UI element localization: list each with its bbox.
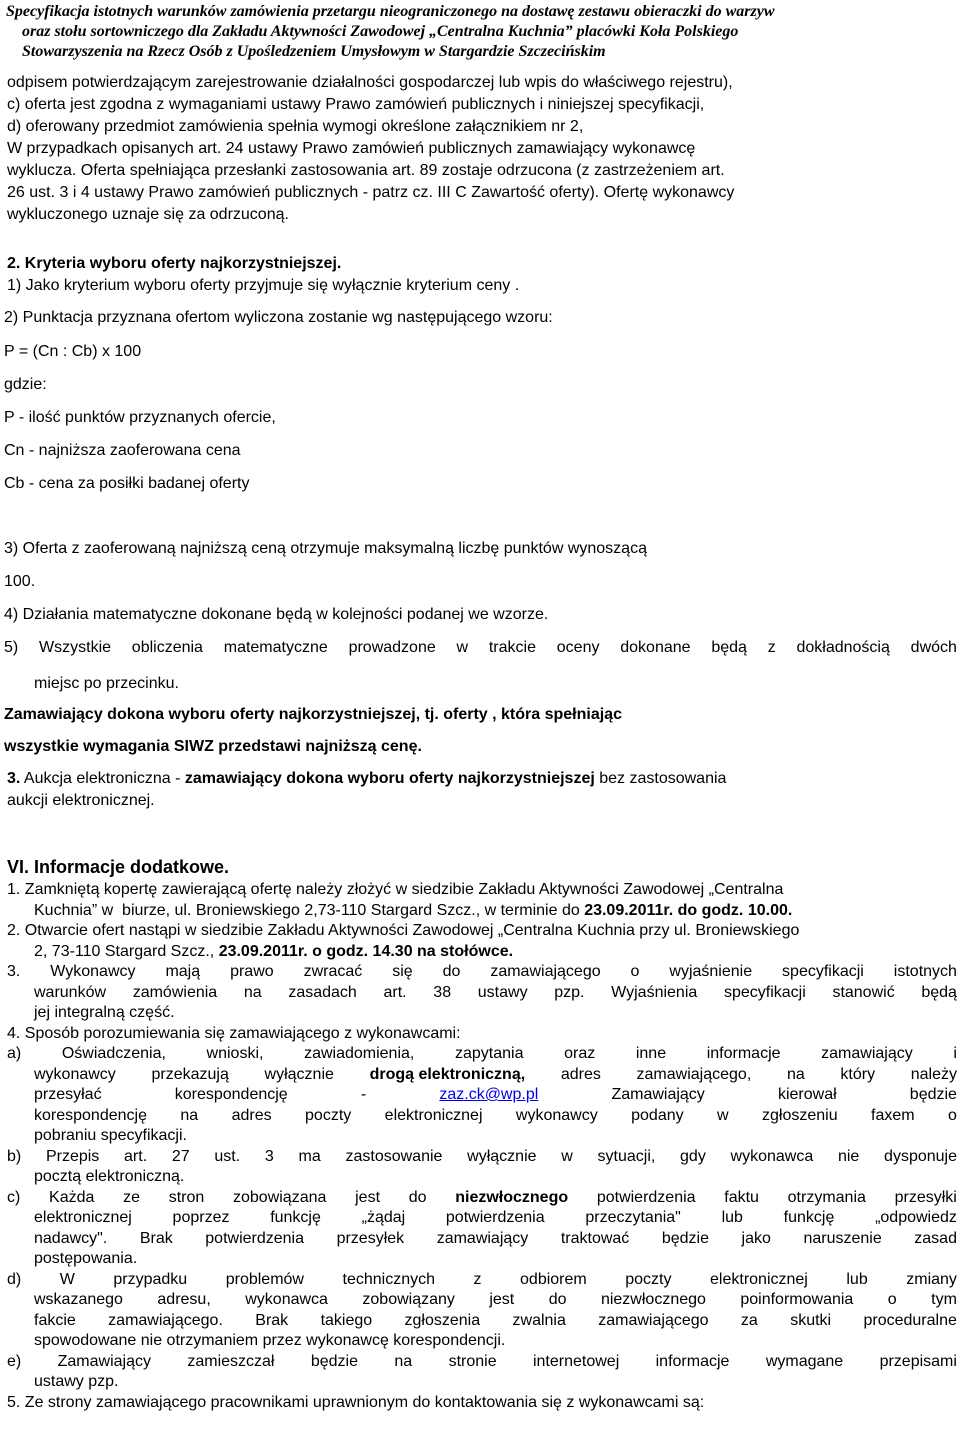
word: potwierdzenia [205, 1229, 305, 1247]
word: potwierdzenia [596, 1188, 696, 1206]
word: fakcie [34, 1311, 76, 1329]
word: niezwłocznego [600, 1291, 706, 1308]
word: c) [7, 1188, 21, 1206]
word: poczty [305, 1106, 352, 1124]
word: o [887, 1291, 897, 1308]
word: istotnych [893, 963, 957, 980]
info-item-1: 1. Zamkniętą kopertę zawierającą ofertę należy złożyć w siedzibie Zakładu Aktywności Zawodowej „Centralna [7, 881, 784, 898]
definition-cb: Cb - cena za posiłki badanej oferty [4, 475, 250, 492]
word: na [243, 983, 262, 1001]
word: traktować [560, 1229, 630, 1247]
text-line-justified [7, 1352, 957, 1373]
word: stron [168, 1188, 205, 1206]
info-item-4: 4. Sposób porozumiewania się zamawiającego z wykonawcami: [7, 1024, 461, 1042]
word: takiego [320, 1311, 373, 1329]
word: dokonane [620, 639, 691, 656]
criteria-item-5 [4, 637, 957, 659]
word: zobowiązany [362, 1291, 455, 1308]
word: matematyczne [223, 639, 328, 656]
info-item-3 [7, 962, 957, 1003]
word: informacje [706, 1045, 781, 1062]
word: ze [123, 1188, 141, 1206]
text-line: odpisem potwierdzającym zarejestrowanie działalności gospodarczej lub wpis do właściwego rejestru), [7, 74, 733, 91]
word: Zamawiający [611, 1086, 705, 1103]
word: poinformowania [740, 1291, 854, 1308]
word: naruszenie [803, 1229, 882, 1247]
word: zgłoszeniu [762, 1106, 838, 1124]
text-line-justified [7, 1229, 957, 1250]
word: dokładnością [796, 639, 890, 656]
word: zwalnia [512, 1311, 566, 1329]
word: zawiadomienia, [304, 1045, 415, 1062]
text-line-justified [7, 1270, 957, 1291]
info-item-1-text: Kuchnia” w biurze, ul. Broniewskiego 2,73-110 Stargard Szcz., w terminie do [34, 901, 585, 919]
word: będzie [310, 1352, 359, 1370]
word: skutki [790, 1311, 832, 1329]
word: zobowiązana [233, 1188, 327, 1206]
word: zamawiającego, [636, 1065, 752, 1083]
info-item-4c-cont: postępowania. [34, 1250, 138, 1267]
word: Każda [49, 1188, 95, 1206]
word: elektronicznej [34, 1209, 132, 1226]
header-line-1: Specyfikacja istotnych warunków zamówienia przetargu nieograniczonego na dostawę zestawu obieraczki do warzyw [6, 3, 775, 20]
deadline-date: 23.09.2011r. do godz. 10.00. [584, 901, 793, 919]
word: d) [7, 1270, 22, 1288]
word: „odpowiedz [875, 1209, 957, 1226]
word: będą [711, 639, 747, 656]
criteria-item-3: 3) Oferta z zaoferowaną najniższą ceną otrzymuje maksymalną liczbę punktów wynoszącą [4, 540, 647, 557]
word: problemów [225, 1270, 304, 1288]
word: Brak [139, 1229, 173, 1247]
text-line: wyklucza. Oferta spełniająca przesłanki zastosowania art. 89 zostaje odrzucona (z zastrzeżeniem art. [7, 162, 725, 179]
word: - [360, 1086, 367, 1103]
bold-phrase: niezwłocznego [455, 1188, 569, 1206]
word: wyjaśnienie [669, 963, 753, 980]
word: zmiany [906, 1270, 957, 1288]
word: 3. [7, 963, 21, 980]
word: przesyłek [336, 1229, 405, 1247]
word: otrzymania [787, 1188, 866, 1206]
word: „żądaj [361, 1209, 406, 1226]
auction-number: 3. [7, 770, 21, 787]
word: zamawiającego. [108, 1311, 223, 1329]
word: należy [910, 1065, 957, 1083]
auction-section [7, 768, 726, 812]
info-item-1-cont [7, 901, 957, 922]
info-item-4a-cont: pobraniu specyfikacji. [34, 1127, 187, 1144]
word: faxem [871, 1106, 915, 1124]
word: nadawcy". [34, 1229, 108, 1247]
word: zamieszczał [187, 1352, 275, 1370]
word: 38 [433, 983, 452, 1001]
criteria-item-3-cont: 100. [4, 573, 36, 590]
word: zamawiający [821, 1045, 913, 1062]
word: zamawiający [436, 1229, 529, 1247]
text-line-justified [7, 983, 957, 1004]
auction-bold: zamawiający dokona wyboru oferty najkorzystniejszej [184, 770, 595, 787]
word: zamawiającego [598, 1311, 709, 1329]
word: będzie [909, 1086, 957, 1103]
word: ustawy [477, 983, 528, 1001]
formula-where: gdzie: [4, 376, 47, 393]
bold-phrase: drogą elektroniczną, [369, 1065, 526, 1083]
word: o [630, 963, 640, 980]
word: podany [631, 1106, 684, 1124]
info-item-4b [7, 1147, 957, 1168]
word: oraz [564, 1045, 596, 1062]
word: tym [931, 1291, 957, 1308]
word: wykonawcy [34, 1065, 116, 1083]
info-item-4e-cont: ustawy pzp. [34, 1373, 119, 1390]
info-item-4d [7, 1270, 957, 1332]
criteria-item-5-cont: miejsc po przecinku. [34, 675, 179, 692]
criteria-item-2: 2) Punktacja przyznana ofertom wyliczona zostanie wg następującego wzoru: [4, 309, 553, 326]
word: zasad [914, 1229, 957, 1247]
word: trakcie [488, 639, 536, 656]
text-line-justified [7, 962, 957, 983]
text-line-justified [7, 1188, 957, 1209]
text-line: 26 ust. 3 i 4 ustawy Prawo zamówień publicznych - patrz cz. III C Zawartość oferty). Ofertę wykonawcy [7, 184, 735, 201]
word: b) [7, 1147, 22, 1165]
word: sytuacji, [597, 1147, 656, 1165]
word: zastosowanie [345, 1147, 443, 1165]
criteria-item-1: 1) Jako kryterium wyboru oferty przyjmuje się wyłącznie kryterium ceny . [7, 277, 520, 294]
word: art. [383, 983, 407, 1001]
word: i [953, 1045, 957, 1062]
word: przeczytania" [585, 1209, 681, 1226]
text-line-justified [7, 1085, 957, 1106]
criteria-heading: 2. Kryteria wyboru oferty najkorzystniejszej. [7, 255, 342, 272]
word: do [548, 1291, 567, 1308]
word: oceny [556, 639, 600, 656]
eligibility-paragraph [7, 72, 734, 226]
word: proceduralne [863, 1311, 957, 1329]
word: przekazują [151, 1065, 229, 1083]
word: będzie [661, 1229, 709, 1247]
word: do [442, 963, 461, 980]
word: w [456, 639, 469, 656]
word: wykonawcy [515, 1106, 598, 1124]
word: funkcję [783, 1209, 835, 1226]
word: warunków [34, 983, 107, 1001]
word: zamawiającego [490, 963, 601, 980]
word: przesyłać [34, 1086, 102, 1103]
word: jest [489, 1291, 515, 1308]
info-item-4e [7, 1352, 957, 1373]
word: z [473, 1270, 482, 1288]
text-line-justified [7, 1106, 957, 1127]
word: prowadzone [348, 639, 436, 656]
word: obliczenia [131, 639, 203, 656]
word: za [740, 1311, 758, 1329]
word: wykonawca [730, 1147, 814, 1165]
word: do [408, 1188, 427, 1206]
text-line-justified [4, 637, 957, 659]
word: specyfikacji [723, 983, 806, 1001]
text-line-justified [7, 1208, 957, 1229]
header-line-2: oraz stołu sortowniczego dla Zakładu Aktywności Zawodowej „Centralna Kuchnia” placówki Koła Polskiego [22, 23, 739, 40]
info-item-3-cont: jej integralną część. [34, 1004, 175, 1021]
word: wykonawca [245, 1291, 328, 1308]
word: mają [165, 963, 201, 980]
info-item-2: 2. Otwarcie ofert nastąpi w siedzibie Zakładu Aktywności Zawodowej „Centralna Kuchnia przy ul. Broniewskiego [7, 922, 800, 939]
formula: P = (Cn : Cb) x 100 [4, 343, 142, 360]
word: wyłącznie [467, 1147, 537, 1165]
opening-date: 23.09.2011r. o godz. 14.30 na stołówce. [218, 942, 514, 960]
word: ma [298, 1147, 321, 1165]
info-item-4a [7, 1044, 957, 1126]
word: poczty [625, 1270, 672, 1288]
definition-cn: Cn - najniższa zaoferowana cena [4, 442, 241, 459]
text-line: wykluczonego uznaje się za odrzuconą. [7, 206, 289, 223]
auction-prefix: Aukcja elektroniczna - [20, 770, 185, 787]
header-line-3: Stowarzyszenia na Rzecz Osób z Upośledzeniem Umysłowym w Stargardzie Szczecińskim [22, 43, 606, 60]
word: pzp. [554, 983, 585, 1001]
word: wymagane [765, 1352, 844, 1370]
word: zapytania [454, 1045, 524, 1062]
text-line: d) oferowany przedmiot zamówienia spełnia wymogi określone załącznikiem nr 2, [7, 118, 584, 135]
word: kierował [777, 1086, 837, 1103]
text-line-justified [7, 1044, 957, 1065]
word: z [767, 639, 776, 656]
word: korespondencję [174, 1086, 288, 1103]
word: nie [837, 1147, 860, 1165]
text-line-justified [7, 1290, 957, 1311]
word: adresu, [157, 1291, 211, 1308]
word: wskazanego [34, 1291, 123, 1308]
word: stronie [448, 1352, 497, 1370]
word: w [717, 1106, 729, 1124]
definition-p: P - ilość punktów przyznanych ofercie, [4, 409, 276, 426]
word: się [392, 963, 413, 980]
info-item-5: 5. Ze strony zamawiającego pracownikami uprawnionym do kontaktowania się z wykonawcami są: [7, 1393, 705, 1411]
selection-summary-2: wszystkie wymagania SIWZ przedstawi najniższą cenę. [4, 738, 422, 755]
text-line-justified [7, 1311, 957, 1332]
word: elektronicznej [384, 1106, 483, 1124]
info-item-4b-cont: pocztą elektroniczną. [34, 1168, 185, 1185]
auction-line-1 [7, 768, 726, 790]
word: funkcję [270, 1209, 321, 1226]
additional-info-list [7, 880, 957, 1413]
text-line-justified [7, 1147, 957, 1168]
auction-line-2: aukcji elektronicznej. [7, 792, 155, 809]
word: specyfikacji [782, 963, 864, 980]
word: Przepis [45, 1147, 100, 1165]
info-item-2-text: 2, 73-110 Stargard Szcz., [34, 942, 219, 960]
word: przepisami [879, 1352, 957, 1370]
info-item-4c [7, 1188, 957, 1250]
word: jako [741, 1229, 771, 1247]
word: technicznych [342, 1270, 435, 1288]
word: ust. [214, 1147, 241, 1165]
word: wnioski, [206, 1045, 264, 1062]
word: 27 [171, 1147, 190, 1165]
word: lub [721, 1209, 743, 1226]
text-line: c) oferta jest zgodna z wymaganiami ustawy Prawo zamówień publicznych i niniejszej specyfikacji, [7, 96, 705, 113]
word: o [948, 1106, 957, 1124]
word: prawo [230, 963, 274, 980]
word: wyłącznie [264, 1065, 334, 1083]
word: Zamawiający [57, 1352, 151, 1370]
word: Wykonawcy [50, 963, 136, 980]
selection-summary-1: Zamawiający dokona wyboru oferty najkorzystniejszej, tj. oferty , która spełniając [4, 706, 622, 723]
word: stanowić [832, 983, 895, 1001]
word: na [394, 1352, 413, 1370]
info-item-2-cont [7, 942, 957, 963]
text-line-justified [7, 1065, 957, 1086]
word: jest [355, 1188, 381, 1206]
word: przypadku [113, 1270, 188, 1288]
word: art. [124, 1147, 148, 1165]
word: na [180, 1106, 199, 1124]
word: adres [231, 1106, 272, 1124]
word: inne [635, 1045, 667, 1062]
word: dysponuje [884, 1147, 957, 1165]
auction-suffix: bez zastosowania [594, 770, 727, 787]
word: adres [560, 1065, 601, 1083]
document-header [6, 2, 956, 62]
word: zamówienia [132, 983, 218, 1001]
word: zgłoszenia [404, 1311, 481, 1329]
word: dwóch [910, 639, 957, 656]
additional-info-heading: VI. Informacje dodatkowe. [7, 857, 230, 877]
word: 3 [264, 1147, 274, 1165]
word: gdy [680, 1147, 706, 1165]
text-line: W przypadkach opisanych art. 24 ustawy Prawo zamówień publicznych zamawiający wykonawcę [7, 140, 696, 157]
word: a) [7, 1045, 22, 1062]
word: potwierdzenia [445, 1209, 545, 1226]
word: zasadach [288, 983, 357, 1001]
word: który [840, 1065, 876, 1083]
criteria-item-4: 4) Działania matematyczne dokonane będą w kolejności podanej we wzorze. [4, 606, 549, 623]
word: Wyjaśnienia [611, 983, 698, 1001]
word: faktu [724, 1188, 759, 1206]
word: Wszystkie [39, 639, 112, 656]
word: W [59, 1270, 75, 1288]
word: korespondencję [34, 1106, 147, 1124]
word: e) [7, 1352, 22, 1370]
email-link[interactable]: zaz.ck@wp.pl [439, 1086, 539, 1103]
word: będą [921, 983, 957, 1001]
word: zwracać [303, 963, 363, 980]
word: lub [846, 1270, 868, 1288]
word: Oświadczenia, [61, 1045, 166, 1062]
info-item-4d-cont: spowodowane nie otrzymaniem przez wykonawcę korespondencji. [34, 1332, 506, 1349]
word: w [561, 1147, 573, 1165]
word: poprzez [172, 1209, 230, 1226]
word: przesyłki [894, 1188, 957, 1206]
word: internetowej [532, 1352, 620, 1370]
word: Brak [255, 1311, 289, 1329]
word: elektronicznej [710, 1270, 808, 1288]
word: 5) [4, 639, 19, 656]
word: na [786, 1065, 805, 1083]
word: odbiorem [520, 1270, 587, 1288]
word: informacje [655, 1352, 730, 1370]
